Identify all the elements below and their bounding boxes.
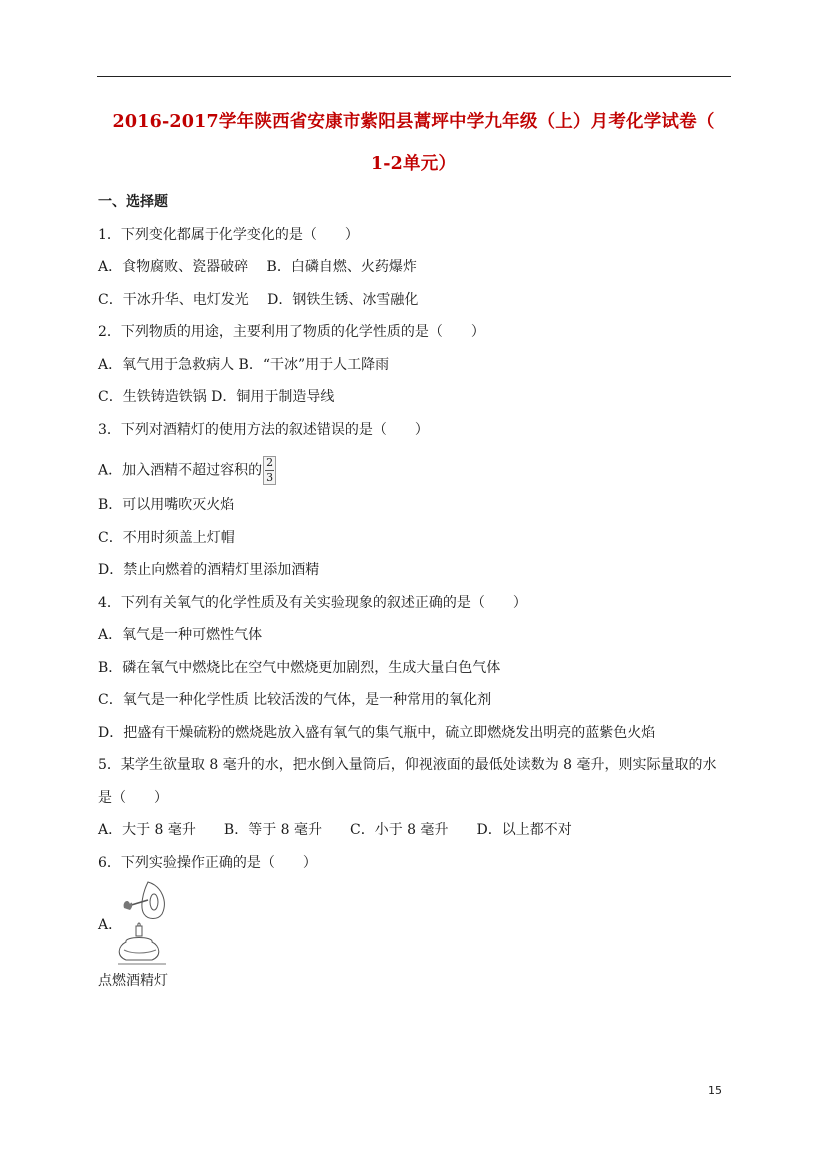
page-number: 15 <box>708 1084 722 1097</box>
q6-option-a-caption: 点燃酒精灯 <box>98 973 168 989</box>
q2-stem: 2．下列物质的用途，主要利用了物质的化学性质的是（ ） <box>98 324 485 340</box>
q4-option-a: A．氧气是一种可燃性气体 <box>98 627 263 643</box>
q2-options-row2: C．生铁铸造铁锅 D．铜用于制造导线 <box>98 389 335 405</box>
fraction-denominator: 3 <box>266 471 274 484</box>
fraction-two-thirds <box>263 456 276 485</box>
q6-option-a-label: A． <box>98 917 123 933</box>
exam-title-line1: 2016-2017学年陕西省安康市紫阳县蒿坪中学九年级（上）月考化学试卷（ <box>112 112 715 132</box>
q5-stem-line1: 5．某学生欲量取 8 毫升的水，把水倒入量筒后，仰视液面的最低处读数为 8 毫升，则实际量取的水 <box>98 757 717 773</box>
q4-option-c: C．氧气是一种化学性质 比较活泼的气体，是一种常用的氧化剂 <box>98 692 492 708</box>
q4-option-d: D．把盛有干燥硫粉的燃烧匙放入盛有氧气的集气瓶中，硫立即燃烧发出明亮的蓝紫色火焰 <box>98 725 656 741</box>
q5-options: A．大于 8 毫升 B．等于 8 毫升 C．小于 8 毫升 D．以上都不对 <box>98 822 572 838</box>
q3-option-c: C．不用时须盖上灯帽 <box>98 530 235 546</box>
q3-stem: 3．下列对酒精灯的使用方法的叙述错误的是（ ） <box>98 422 429 438</box>
q1-options-row1: A．食物腐败、瓷器破碎 B．白磷自燃、火药爆炸 <box>98 259 417 275</box>
q2-options-row1: A．氧气用于急救病人 B．“干冰”用于人工降雨 <box>98 357 390 373</box>
q4-option-b: B．磷在氧气中燃烧比在空气中燃烧更加剧烈，生成大量白色气体 <box>98 660 501 676</box>
header-rule <box>97 76 731 77</box>
section-heading: 一、选择题 <box>98 194 168 210</box>
q3-option-a-text: A．加入酒精不超过容积的 <box>98 462 263 479</box>
q3-option-b: B．可以用嘴吹灭火焰 <box>98 497 235 513</box>
alcohol-lamp-ignition-illustration <box>118 880 166 966</box>
q4-stem: 4．下列有关氧气的化学性质及有关实验现象的叙述正确的是（ ） <box>98 595 527 611</box>
fraction-numerator: 2 <box>266 456 274 469</box>
exam-title-line2: 1-2单元） <box>370 154 457 174</box>
q5-stem-line2: 是（ ） <box>98 790 168 806</box>
q1-stem: 1．下列变化都属于化学变化的是（ ） <box>98 227 359 243</box>
q1-options-row2: C．干冰升华、电灯发光 D．钢铁生锈、冰雪融化 <box>98 292 419 308</box>
q3-option-a <box>98 456 276 485</box>
q3-option-d: D．禁止向燃着的酒精灯里添加酒精 <box>98 562 320 578</box>
q6-stem: 6．下列实验操作正确的是（ ） <box>98 855 317 871</box>
